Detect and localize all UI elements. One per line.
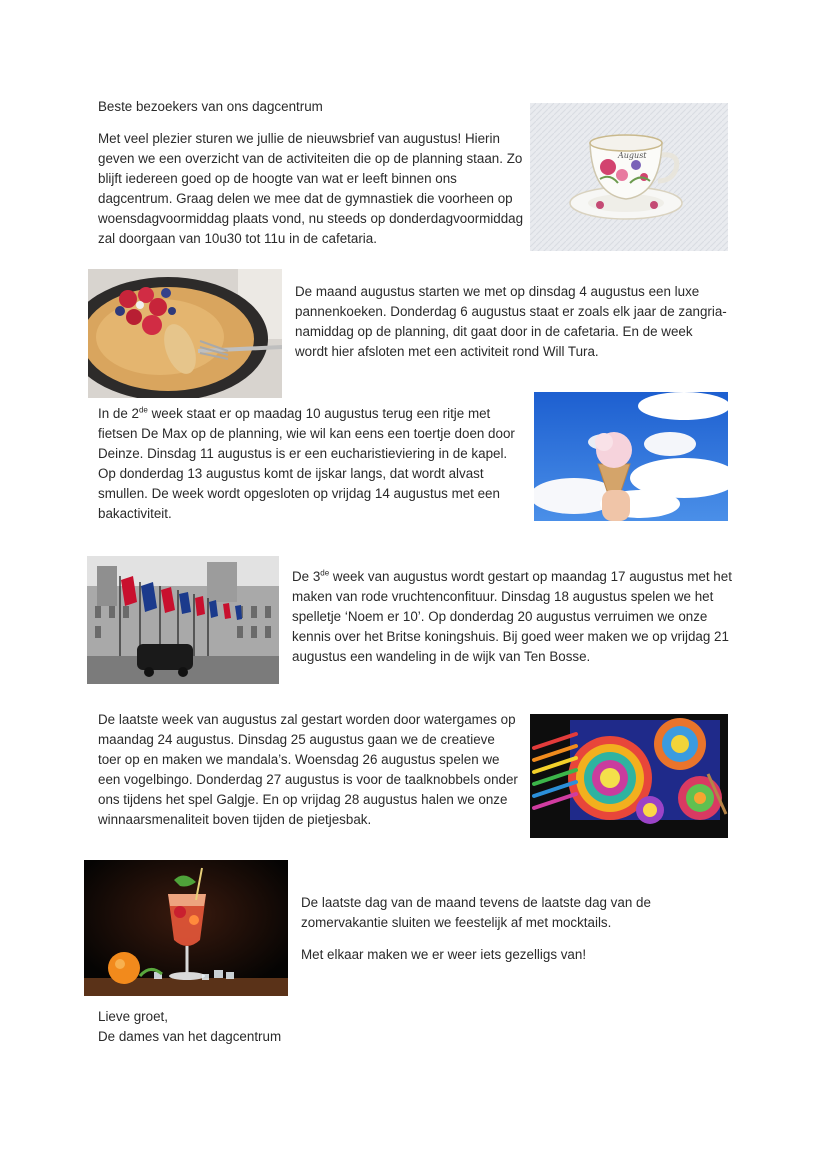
closing-line: Lieve groet, <box>98 1009 168 1024</box>
week3-paragraph: De 3de week van augustus wordt gestart op maandag 17 augustus met het maken van rode vruchtenconfituur. Dinsdag 18 augustus spelen we het spelletje ‘Noem er 10’. Op donderdag 20 augustus verruimen we onze kennis over het Britse koningshuis. Bij goed weer maken we op vrijdag 21 augustus een wandeling in de wijk van Ten Bosse. <box>292 568 732 664</box>
week4-paragraph: De laatste week van augustus zal gestart worden door watergames op maandag 24 augustus. Dinsdag 25 augustus gaan we de creatieve toer op en maken we mandala’s. Woensdag 26 augustus spelen we een vogelbingo. Donderdag 27 augustus is voor de taalknobbels onder ons tijdens het spel Galgje. En op vrijdag 28 augustus halen we onze winnaarsmenaliteit boven tijden de pietjesbak. <box>98 712 518 827</box>
last-day-paragraph: De laatste dag van de maand tevens de laatste dag van de zomervakantie sluiten we feestelijk af met mocktails. <box>301 895 651 930</box>
mandala-image <box>530 714 728 838</box>
ice-cream-image <box>534 392 728 521</box>
signature-line: De dames van het dagcentrum <box>98 1029 282 1044</box>
teacup-label: August <box>618 151 647 160</box>
mocktail-image <box>84 860 288 996</box>
teacup-image <box>530 103 728 251</box>
week1-paragraph: De maand augustus starten we met op dinsdag 4 augustus een luxe pannenkoeken. Donderdag 6 augustus staat er zoals elk jaar de zangria-namiddag op de planning, dit gaat door in de cafetaria. En de week wordt hier afsloten met een activiteit rond Will Tura. <box>295 284 727 359</box>
intro-paragraph: Met veel plezier sturen we jullie de nieuwsbrief van augustus! Hierin geven we een overzicht van de activiteiten die op de planning staan. Zo blijft iedereen goed op de hoogte van wat er leeft binnen ons dagcentrum. Graag delen we mee dat de gymnastiek die voorheen op woensdagvoormiddag plaats vond, nu steeds op donderdagvoormiddag zal doorgaan van 10u30 tot 11u in de cafetaria. <box>98 131 524 246</box>
together-line: Met elkaar maken we er weer iets gezelligs van! <box>301 947 587 962</box>
week2-paragraph: In de 2de week staat er op maadag 10 augustus terug een ritje met fietsen De Max op de planning, wie wil kan eens een toertje doen door Deinze. Dinsdag 11 augustus is er een eucharistieviering in de kapel. Op donderdag 13 augustus komt de ijskar langs, dat wordt alvast smullen. De week wordt opgesloten op vrijdag 14 augustus met een bakactiviteit. <box>98 405 515 521</box>
greeting: Beste bezoekers van ons dagcentrum <box>98 99 323 114</box>
pancakes-image <box>88 269 282 398</box>
london-image <box>87 556 279 684</box>
